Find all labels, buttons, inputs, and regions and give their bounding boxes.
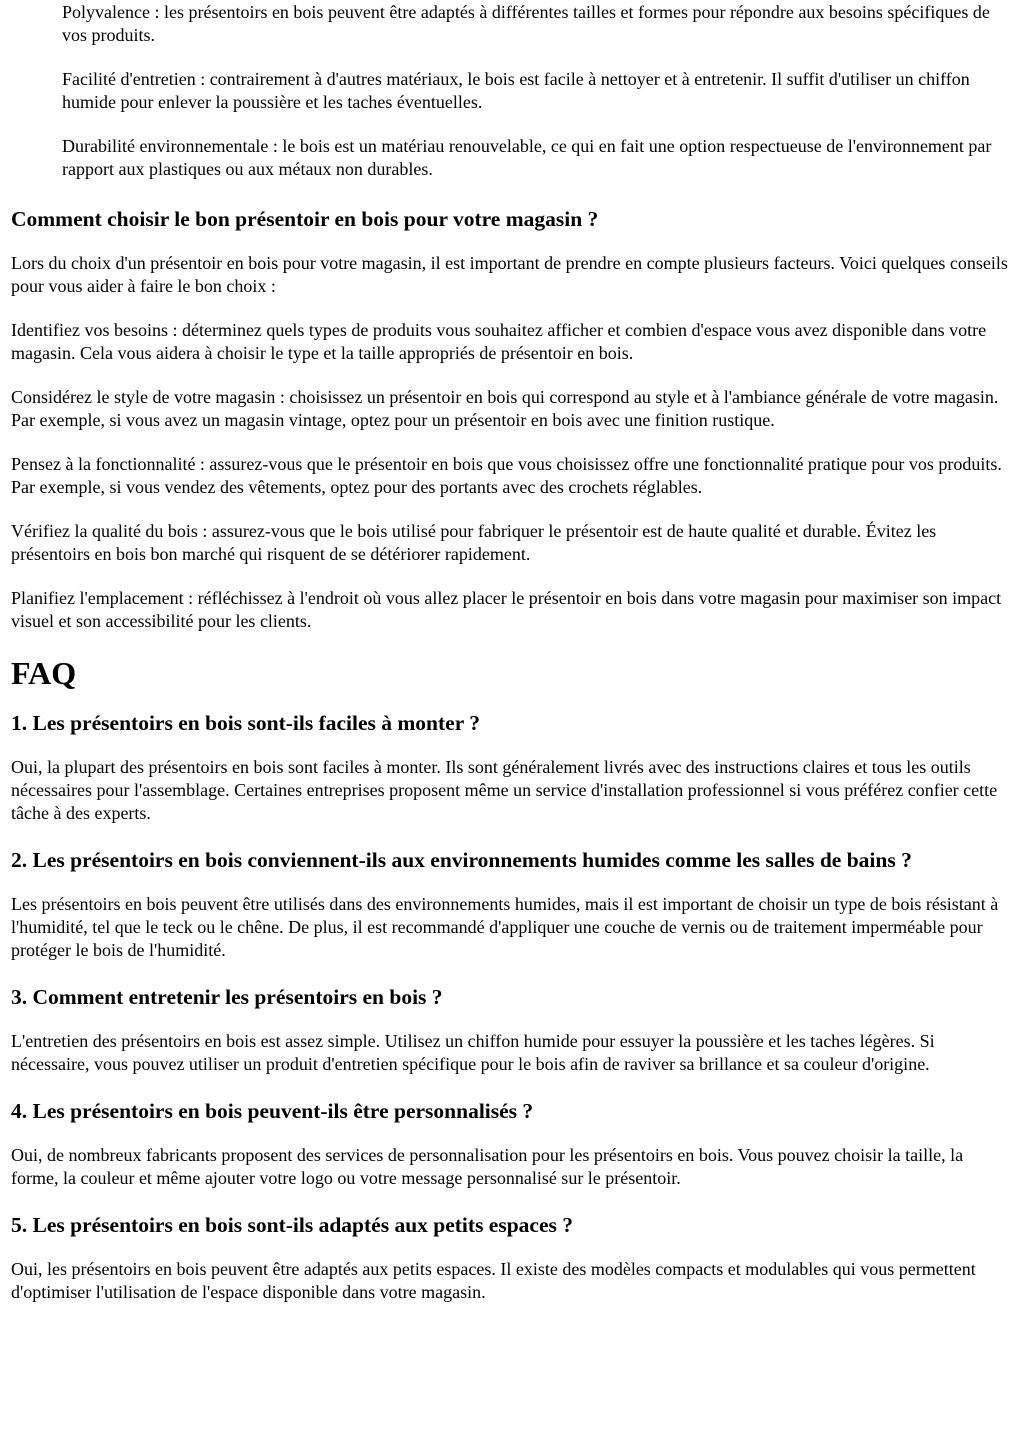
faq-item xyxy=(11,1097,1014,1190)
faq-item xyxy=(11,846,1014,962)
faq-answer: Les présentoirs en bois peuvent être utilisés dans des environnements humides, mais il est important de choisir un type de bois résistant à l'humidité, tel que le teck ou le chêne. De plus, il est recommandé d'appliquer une couche de vernis ou de traitement imperméable pour protéger le bois de l'humidité. xyxy=(11,894,999,960)
article-page xyxy=(0,1,1024,1304)
faq-answer: L'entretien des présentoirs en bois est assez simple. Utilisez un chiffon humide pour essuyer la poussière et les taches légères. Si nécessaire, vous pouvez utiliser un produit d'entretien spécifique pour le bois afin de raviver sa brillance et sa couleur d'origine. xyxy=(11,1031,935,1074)
tip-item: Identifiez vos besoins : déterminez quels types de produits vous souhaitez afficher et combien d'espace vous avez disponible dans votre magasin. Cela vous aidera à choisir le type et la taille appropriés de présentoir en bois. xyxy=(11,320,987,363)
tip-item: Considérez le style de votre magasin : choisissez un présentoir en bois qui correspond au style et à l'ambiance générale de votre magasin. Par exemple, si vous avez un magasin vintage, optez pour un présentoir en bois avec une finition rustique. xyxy=(11,387,999,430)
faq-question: 5. Les présentoirs en bois sont-ils adaptés aux petits espaces ? xyxy=(11,1213,574,1237)
faq-answer: Oui, de nombreux fabricants proposent des services de personnalisation pour les présentoirs en bois. Vous pouvez choisir la taille, la forme, la couleur et même ajouter votre logo ou votre message personnalisé sur le présentoir. xyxy=(11,1145,964,1188)
faq-question: 4. Les présentoirs en bois peuvent-ils être personnalisés ? xyxy=(11,1099,534,1123)
benefit-item: Durabilité environnementale : le bois est un matériau renouvelable, ce qui en fait une option respectueuse de l'environnement par rapport aux plastiques ou aux métaux non durables. xyxy=(62,136,992,179)
benefit-item: Facilité d'entretien : contrairement à d'autres matériaux, le bois est facile à nettoyer et à entretenir. Il suffit d'utiliser un chiffon humide pour enlever la poussière et les taches éventuelles. xyxy=(62,69,970,112)
benefit-item: Polyvalence : les présentoirs en bois peuvent être adaptés à différentes tailles et formes pour répondre aux besoins spécifiques de vos produits. xyxy=(62,2,990,45)
faq-item xyxy=(11,1211,1014,1304)
benefits-list xyxy=(11,1,1014,181)
faq-heading: FAQ xyxy=(11,655,77,691)
faq-question: 3. Comment entretenir les présentoirs en bois ? xyxy=(11,985,443,1009)
tip-item: Planifiez l'emplacement : réfléchissez à l'endroit où vous allez placer le présentoir en bois dans votre magasin pour maximiser son impact visuel et son accessibilité pour les clients. xyxy=(11,588,1002,631)
tip-item: Vérifiez la qualité du bois : assurez-vous que le bois utilisé pour fabriquer le présentoir est de haute qualité et durable. Évitez les présentoirs en bois bon marché qui risquent de se détériorer rapidement. xyxy=(11,521,937,564)
faq-answer: Oui, la plupart des présentoirs en bois sont faciles à monter. Ils sont généralement livrés avec des instructions claires et tous les outils nécessaires pour l'assemblage. Certaines entreprises proposent même un service d'installation professionnel si vous préférez confier cette tâche à des experts. xyxy=(11,757,998,823)
faq-item xyxy=(11,709,1014,825)
choosing-section xyxy=(11,205,1014,633)
faq-question: 1. Les présentoirs en bois sont-ils faciles à monter ? xyxy=(11,711,480,735)
faq-item xyxy=(11,983,1014,1076)
faq-section xyxy=(11,655,1014,1304)
choosing-heading: Comment choisir le bon présentoir en bois pour votre magasin ? xyxy=(11,207,599,231)
choosing-intro: Lors du choix d'un présentoir en bois pour votre magasin, il est important de prendre en compte plusieurs facteurs. Voici quelques conseils pour vous aider à faire le bon choix : xyxy=(11,253,1008,296)
faq-answer: Oui, les présentoirs en bois peuvent être adaptés aux petits espaces. Il existe des modèles compacts et modulables qui vous permettent d'optimiser l'utilisation de l'espace disponible dans votre magasin. xyxy=(11,1259,976,1302)
faq-question: 2. Les présentoirs en bois conviennent-ils aux environnements humides comme les salles de bains ? xyxy=(11,848,912,872)
tip-item: Pensez à la fonctionnalité : assurez-vous que le présentoir en bois que vous choisissez offre une fonctionnalité pratique pour vos produits. Par exemple, si vous vendez des vêtements, optez pour des portants avec des crochets réglables. xyxy=(11,454,1002,497)
